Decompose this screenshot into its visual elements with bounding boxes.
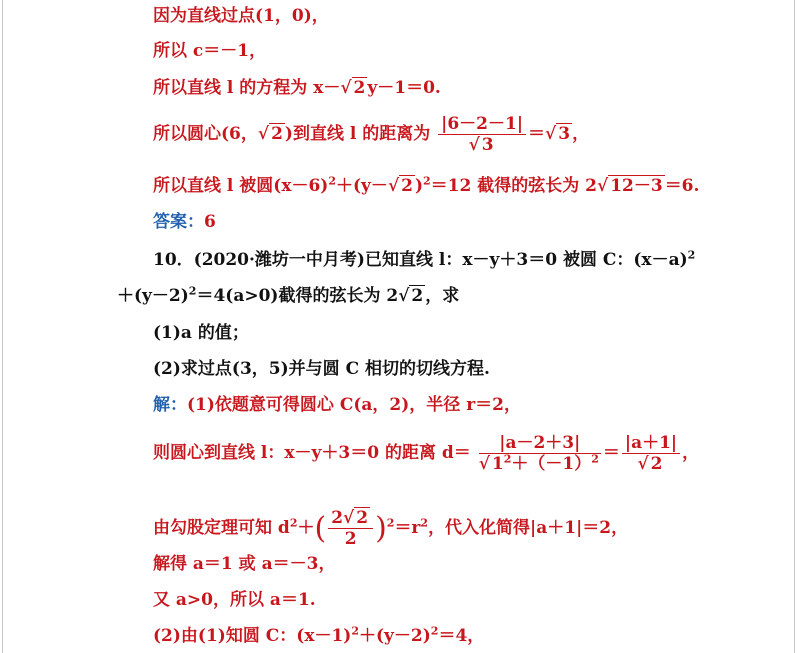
half-chord-fraction: $\frac{2√ 2}{2}$ xyxy=(328,508,373,549)
solution-line-4: 所以圆心(6，√ 2 )到直线 l 的距离为 $\frac{|6-2-1|}{√ 3}$ ＝√ 3 ， xyxy=(153,114,590,155)
solution-part-1-line-1: 解：(1)依题意可得圆心 C(a，2)，半径 r＝2， xyxy=(153,395,521,415)
solution-label: 解： xyxy=(153,395,187,415)
question-10-line-2: $+(y-2)^2=4(a>0)$截得的弦长为 2√ 2 ，求 xyxy=(117,284,460,306)
answer-value: 6 xyxy=(204,212,216,232)
simplified-distance-fraction: $\frac{|a+1|}{√ 2}$ xyxy=(622,433,680,474)
solution-part-1-line-5: 又 a>0，所以 a＝1. xyxy=(153,590,316,610)
answer-line xyxy=(153,212,216,232)
solution-line-1: 因为直线过点(1，0)， xyxy=(153,6,329,26)
distance-fraction: $\frac{|6-2-1|}{√ 3}$ xyxy=(438,114,526,155)
faint-watermark xyxy=(615,512,675,536)
solution-part-1-line-2: 则圆心到直线 l：x－y＋3＝0 的距离 d＝ $\frac{|a-2+3|}{√ 1^2+(-1)^2}$ ＝ $\frac{|a+1|}{√ 2}$ ， xyxy=(153,433,700,474)
answer-label: 答案： xyxy=(153,212,204,232)
page-left-border xyxy=(2,0,3,653)
distance-formula-fraction: $\frac{|a-2+3|}{√ 1^2+(-1)^2}$ xyxy=(478,433,599,474)
page-right-border xyxy=(794,0,795,653)
question-10-part-1: (1)a 的值； xyxy=(153,323,249,343)
solution-part-2-line-1: (2)由(1)知圆 C：$(x-1)^2+(y-2)^2=4$， xyxy=(153,624,485,646)
question-10-part-2: (2)求过点(3，5)并与圆 C 相切的切线方程. xyxy=(153,359,490,379)
question-10-line-1: 10．(2020·潍坊一中月考)已知直线 l：x－y＋3＝0 被圆 C：$(x-a)^2$ xyxy=(153,248,696,270)
solution-line-2: 所以 c＝－1， xyxy=(153,41,267,61)
solution-line-3: 所以直线 l 的方程为 x－√ 2 y－1＝0. xyxy=(153,78,441,98)
solution-line-5: 所以直线 l 被圆$(x-6)^2+(y-√$ 2 )$^2$＝12 截得的弦长为 2√ 12－3 ＝6. xyxy=(153,174,700,196)
solution-part-1-line-4: 解得 a＝1 或 a＝－3， xyxy=(153,554,336,574)
solution-part-1-line-3: 由勾股定理可知 $d^2+$( $\frac{2√ 2}{2}$ )$^2=r^2$，代入化简得|a＋1|＝2， xyxy=(153,508,629,549)
